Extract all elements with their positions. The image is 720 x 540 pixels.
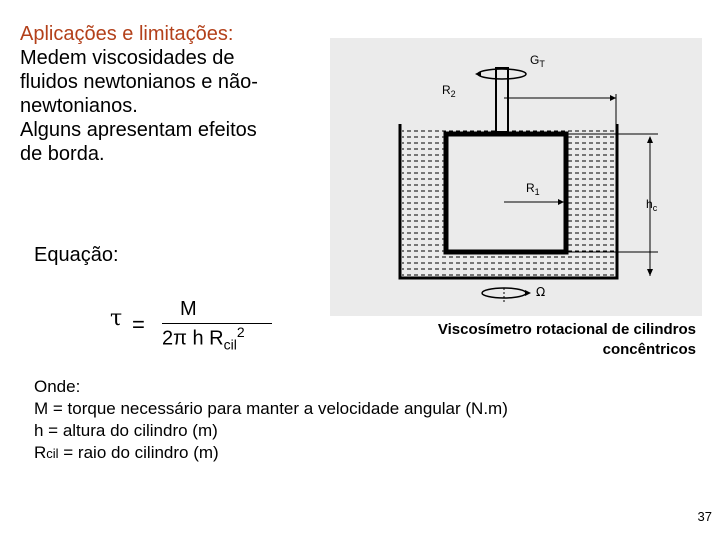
arrow-head	[475, 71, 481, 77]
equals-sign: =	[132, 312, 145, 337]
definitions-title: Onde:	[34, 377, 81, 396]
arrow-head	[647, 136, 653, 143]
r2-label: $R_2$	[442, 83, 456, 99]
caption-line: Viscosímetro rotacional de cilindros	[437, 321, 696, 338]
definition-m: M = torque necessário para manter a velocidade angular (N.m)	[34, 399, 508, 418]
equation-label: Equação:	[34, 244, 119, 266]
intro-line: Medem viscosidades de	[20, 47, 235, 69]
shear-stress-equation	[110, 296, 310, 366]
intro-line: newtonianos.	[20, 95, 138, 117]
r-subscript: cil	[46, 446, 59, 461]
arrow-head	[647, 269, 653, 276]
hc-label: $h_c$	[646, 197, 658, 213]
arrow-head	[525, 290, 531, 296]
equation-numerator: M	[180, 298, 197, 320]
definition-r	[34, 442, 508, 465]
denominator-subscript: cil	[223, 336, 237, 353]
gt-label: $G_T$	[530, 53, 545, 69]
intro-line: de borda.	[20, 143, 105, 165]
variable-definitions	[34, 376, 508, 465]
viscometer-diagram	[330, 38, 702, 316]
intro-text	[20, 22, 320, 166]
section-title: Aplicações e limitações:	[20, 23, 234, 45]
denominator-text: 2π h R	[162, 327, 224, 350]
r-symbol: R	[34, 443, 47, 462]
arrow-head	[610, 95, 616, 101]
page-number: 37	[697, 509, 712, 524]
denominator-exponent: 2	[236, 324, 245, 340]
inner-cylinder	[446, 134, 566, 252]
figure-caption	[370, 320, 696, 360]
shaft	[496, 68, 508, 132]
intro-line: Alguns apresentam efeitos	[20, 119, 257, 141]
intro-line: fluidos newtonianos e não-	[20, 71, 258, 93]
tau-symbol: τ	[110, 306, 123, 331]
viscometer-drawing	[330, 38, 702, 316]
caption-line: concêntricos	[602, 341, 696, 358]
equation-denominator	[162, 324, 245, 353]
r1-label: $R_1$	[526, 181, 540, 197]
r-description: = raio do cilindro (m)	[58, 443, 219, 462]
omega-label: Ω	[536, 285, 546, 299]
definition-h: h = altura do cilindro (m)	[34, 421, 218, 440]
